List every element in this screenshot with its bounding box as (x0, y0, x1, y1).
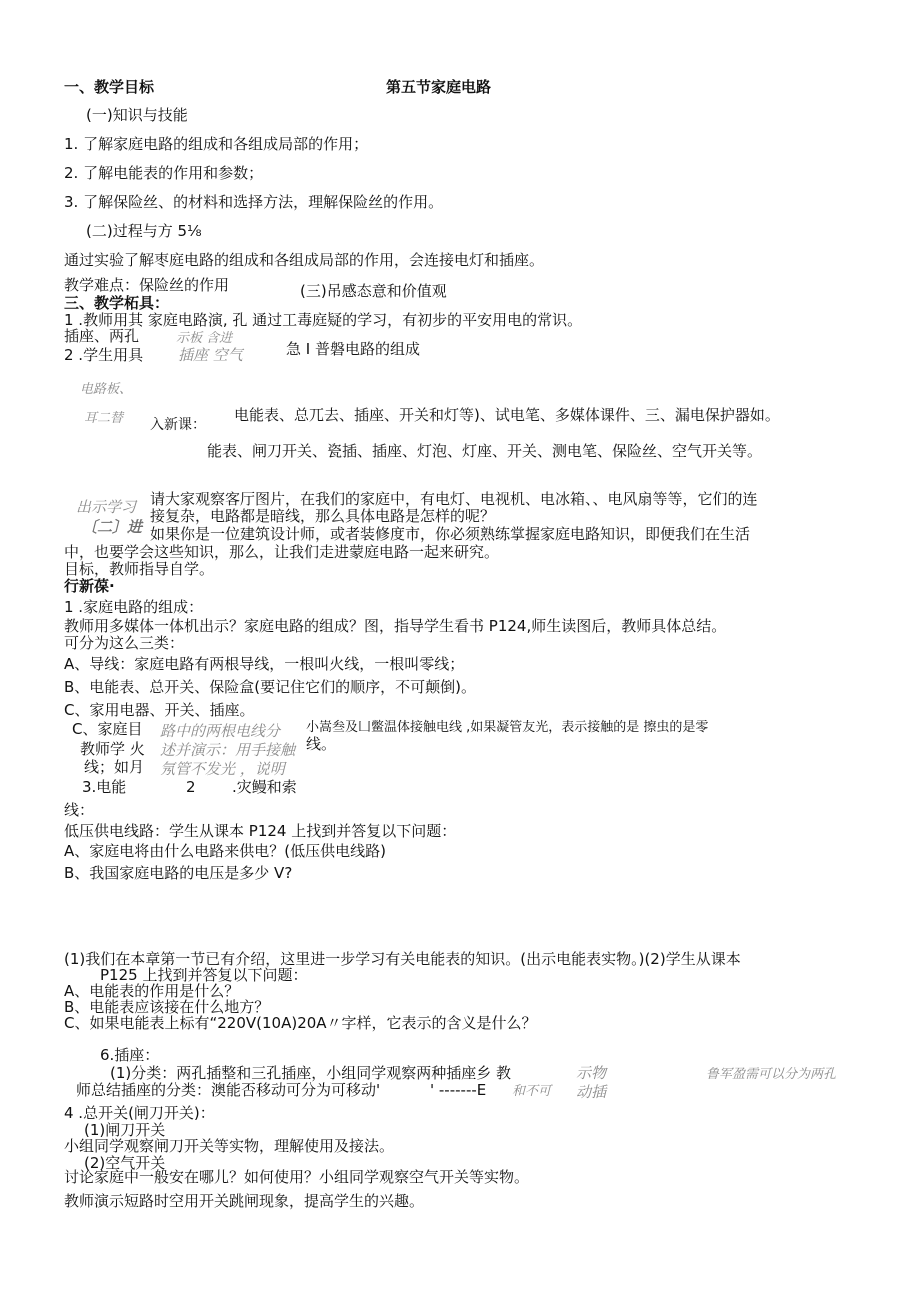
subheading-process: (二)过程与方 5⅛ (86, 222, 202, 240)
meter-intro-2: P125 上找到并答复以下问题： (100, 966, 308, 984)
switch-knife: (1)闸刀开关 (84, 1121, 166, 1139)
goal-self-study: 目标，教师指导自学。 (64, 560, 215, 578)
category-b: B、电能表、总开关、保险盒(要记住它们的顺序，不可颠倒)。 (64, 678, 476, 696)
tester-explanation: 小嵩叁及凵鳖温体接触电线 ,如果凝管友光，表示接触的是 擦虫的是零 (306, 720, 709, 735)
ghost-two-wires: 路中的两根电线分 (160, 722, 281, 740)
ghost-ear: 耳二替 (84, 411, 124, 426)
teaching-difficulty: 教学难点：保险丝的作用 (64, 276, 230, 294)
switch-title: 4 .总开关(闸刀开关)： (64, 1104, 215, 1122)
ghost-step-two: 〔二〕进 (82, 518, 143, 536)
ghost-neon-tube: 氖管不发光 ，说明 (160, 760, 285, 778)
switch-air-text: 讨论家庭中一般安在哪儿？如何使用？小组同学观察空气开关等实物。 (64, 1168, 530, 1186)
intro-new-lesson: 入新课： (150, 417, 206, 433)
ghost-movable: 动插 (576, 1083, 607, 1101)
short-circuit-demo: 教师演示短路时空用开关跳闸现象，提高学生的兴趣。 (64, 1192, 425, 1210)
ghost-and-not: 和不可 (512, 1084, 552, 1099)
tester-explanation-end: 线。 (306, 735, 337, 753)
meter-two: 2 (186, 778, 196, 796)
subheading-emotion: (三)吊感态意和价值观 (300, 282, 447, 300)
meter-question-c: C、如果电能表上标有“220V(10A)20A〃字样，它表示的含义是什么？ (64, 1014, 537, 1032)
tools-ghost-board: 示板 含进 (176, 331, 233, 346)
goal-item-3: 3. 了解保险丝、的材料和选择方法，理解保险丝的作用。 (64, 193, 444, 211)
ghost-demonstrate: 述并演示：用手接触 (160, 741, 296, 759)
question-a: A、家庭电将由什么电路来供电？(低压供电线路) (64, 842, 386, 860)
socket-summary: 师总结插座的分类：澳能否移动可分为可移动' (76, 1081, 381, 1099)
composition-divide: 可分为这么三类： (64, 634, 185, 652)
switch-knife-text: 小组同学观察闸刀开关等实物，理解使用及接法。 (64, 1137, 395, 1155)
meter-question-a: A、电能表的作用是什么？ (64, 982, 240, 1000)
tools-item-2: 2 .学生用具 (64, 346, 144, 364)
socket-title: 6.插座： (100, 1046, 160, 1064)
meter-question-b: B、电能表应该接在什么地方？ (64, 998, 270, 1016)
tools-item-1: 1 .教师用其 家庭电路演, 孔 通过工毒庭疑的学习，有初步的平安用电的常识。 (64, 311, 583, 329)
composition-title: 1 .家庭电路的组成： (64, 598, 204, 616)
question-b: B、我国家庭电路的电压是多少 V? (64, 864, 293, 882)
ghost-show-study: 出示学习 (76, 498, 137, 516)
heading-teaching-goals: 一、教学目标 (64, 78, 155, 96)
paragraph-1c: 如果你是一位建筑设计师，或者装修度市，你必须熟练掌握家庭电路知识，即便我们在生活 (150, 525, 751, 543)
c-family: C、家庭目 (72, 720, 143, 738)
switch-air: (2)空气开关 (84, 1154, 166, 1172)
heading-new-lesson: 行新葆· (64, 577, 115, 595)
process-text: 通过实验了解枣庭电路的组成和各组成局部的作用，会连接电灯和插座。 (64, 251, 545, 269)
meter-fire: .灾鳗和索 (232, 778, 297, 796)
page-title: 第五节家庭电路 (386, 78, 492, 96)
meter-intro: (1)我们在本章第一节已有介绍，这里进一步学习有关电能表的知识。(出示电能表实物。)(2)学生从课本 (64, 950, 741, 968)
paragraph-1a: 请大家观察客厅图片，在我们的家庭中，有电灯、电视机、电冰箱、、电风扇等等，它们的连 (150, 490, 758, 508)
socket-dash: ' -------E (430, 1081, 487, 1099)
socket-classify: (1)分类：两孔插整和三孔插座，小组同学观察两种插座乡 教 (110, 1064, 512, 1082)
goal-item-2: 2. 了解电能表的作用和参数； (64, 164, 264, 182)
equipment-list-1: 电能表、总兀去、插座、开关和灯等)、试电笔、多媒体课件、三、漏电保护器如。 (234, 406, 780, 424)
tools-item-2-tail: 急 I 普磐电路的组成 (286, 340, 420, 358)
tools-plug: 插座、两孔 (64, 327, 140, 345)
low-voltage-line: 低压供电线路：学生从课本 P124 上找到并答复以下问题： (64, 822, 457, 840)
meter-three: 3.电能 (82, 778, 127, 796)
heading-teaching-tools: 三、教学柘具： (64, 294, 170, 312)
teacher-fire: 教师学 火 (80, 740, 145, 758)
composition-text: 教师用多媒体一体机出示？家庭电路的组成？图，指导学生看书 P124,师生读图后，教师具体总结。 (64, 617, 727, 635)
goal-item-1: 1. 了解家庭电路的组成和各组成局部的作用； (64, 135, 369, 153)
subheading-knowledge: (一)知识与技能 (86, 106, 188, 124)
line-colon: 线： (64, 801, 95, 819)
tools-ghost-socket: 插座 空气 (178, 346, 243, 364)
category-a: A、导线：家庭电路有两根导线，一根叫火线，一根叫零线； (64, 655, 465, 673)
equipment-list-2: 能表、闸刀开关、瓷插、插座、灯泡、灯座、开关、测电笔、保险丝、空气开关等。 (207, 442, 763, 460)
paragraph-1d: 中，也要学会这些知识，那么，让我们走进蒙庭电路一起来研究。 (64, 543, 500, 561)
ghost-show-object: 示物 (576, 1064, 607, 1082)
ghost-circuit-board: 电路板、 (80, 382, 133, 397)
category-c: C、家用电器、开关、插座。 (64, 701, 255, 719)
paragraph-1b: 接复杂，电路都是暗线，那么具体电路是怎样的呢？ (150, 507, 496, 525)
ghost-socket-note: 鲁军盈需可以分为两孔 (706, 1067, 837, 1082)
line-if: 线；如月 (84, 758, 145, 776)
